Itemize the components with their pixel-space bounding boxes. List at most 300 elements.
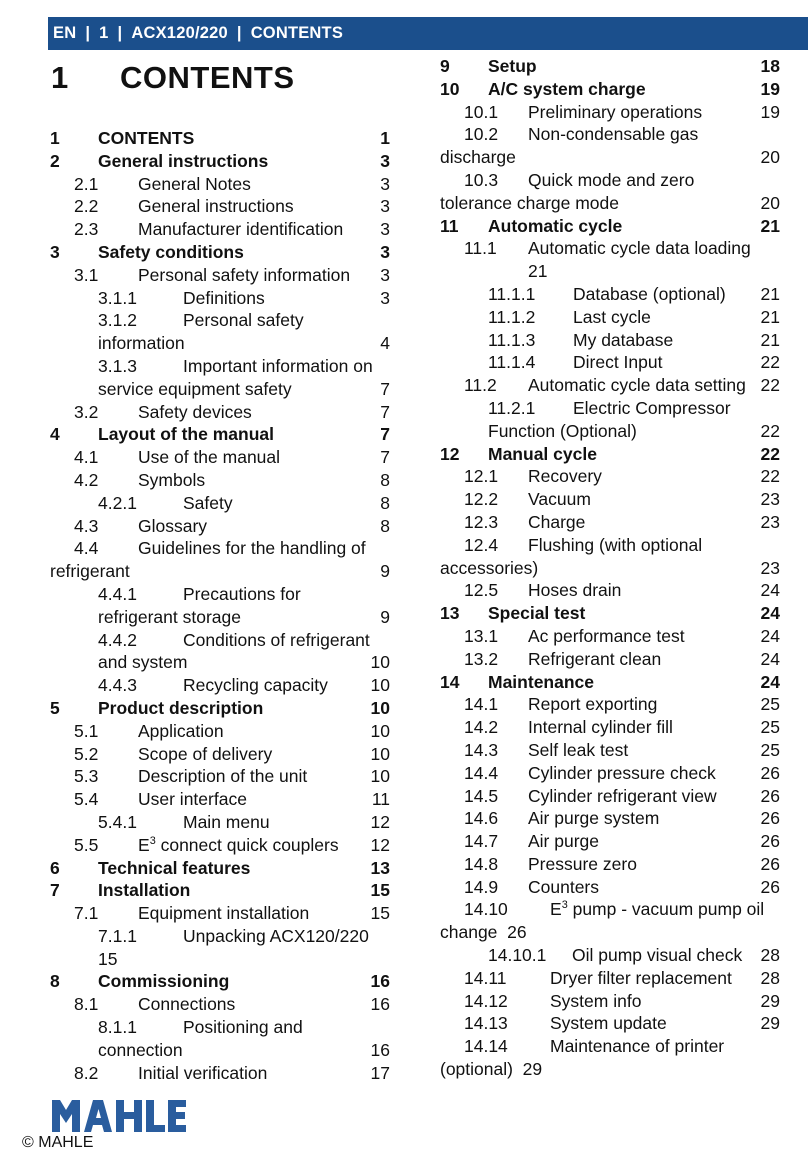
toc-entry-title: Air purge system bbox=[528, 808, 660, 829]
toc-entry[interactable] bbox=[50, 264, 390, 287]
toc-entry[interactable] bbox=[50, 127, 390, 150]
toc-entry-page: 25 bbox=[760, 739, 780, 760]
toc-entry-page: 26 bbox=[760, 831, 780, 852]
toc-entry-page: 10 bbox=[370, 743, 390, 764]
toc-entry-number: 13.1 bbox=[464, 625, 499, 646]
toc-entry-title: Manufacturer identification bbox=[138, 219, 344, 240]
toc-entry-title: Scope of delivery bbox=[138, 743, 273, 764]
toc-entry-number: 5.3 bbox=[74, 766, 99, 787]
toc-entry-continuation: tolerance charge mode bbox=[440, 192, 619, 213]
toc-entry-number: 9 bbox=[440, 56, 450, 76]
toc-entry[interactable] bbox=[50, 697, 390, 720]
toc-entry-title: Main menu bbox=[183, 811, 270, 832]
toc-entry-title: Conditions of refrigerant bbox=[183, 629, 370, 650]
toc-entry-number: 4.2 bbox=[74, 469, 99, 490]
header-lang: EN bbox=[53, 24, 77, 42]
toc-entry-page: 3 bbox=[380, 150, 390, 171]
toc-entry-number: 11.1.3 bbox=[488, 329, 536, 350]
toc-entry[interactable] bbox=[440, 762, 780, 785]
page-title-number: 1 bbox=[51, 60, 69, 95]
page-title bbox=[51, 60, 295, 96]
toc-entry[interactable] bbox=[440, 329, 780, 352]
toc-entry-page: 26 bbox=[760, 808, 780, 829]
toc-entry-title: Cylinder pressure check bbox=[528, 762, 716, 783]
toc-entry[interactable] bbox=[50, 469, 390, 492]
toc-entry-title: Application bbox=[138, 720, 224, 741]
toc-entry-title: Initial verification bbox=[138, 1062, 268, 1083]
toc-entry-page: 19 bbox=[760, 101, 780, 122]
toc-entry[interactable] bbox=[50, 355, 390, 401]
toc-entry-page: 16 bbox=[370, 971, 390, 992]
toc-entry[interactable] bbox=[50, 857, 390, 880]
toc-entry-continuation: accessories) bbox=[440, 557, 539, 578]
toc-entry-continuation: information bbox=[98, 333, 185, 354]
toc-entry-page: 12 bbox=[370, 834, 390, 855]
toc-entry-number: 8 bbox=[50, 971, 60, 992]
toc-entry-title: Internal cylinder fill bbox=[528, 717, 673, 738]
toc-entry-page: 7 bbox=[380, 378, 390, 399]
toc-entry[interactable] bbox=[440, 283, 780, 306]
toc-entry-number: 5.4.1 bbox=[98, 811, 137, 832]
toc-entry[interactable] bbox=[50, 811, 390, 834]
toc-entry-number: 8.2 bbox=[74, 1062, 99, 1083]
toc-entry-number: 4.4.3 bbox=[98, 675, 137, 696]
toc-entry-number: 10.3 bbox=[464, 169, 499, 190]
toc-entry[interactable] bbox=[440, 876, 780, 899]
toc-entry[interactable] bbox=[50, 1062, 390, 1085]
toc-entry-page: 24 bbox=[760, 580, 780, 601]
toc-entry-title: Connections bbox=[138, 994, 236, 1015]
running-header: EN | 1 | ACX120/220 | CONTENTS bbox=[48, 17, 808, 50]
toc-entry-page: 16 bbox=[370, 994, 390, 1015]
toc-entry-title: Counters bbox=[528, 876, 600, 897]
toc-entry[interactable] bbox=[440, 716, 780, 739]
toc-entry[interactable] bbox=[440, 215, 780, 238]
toc-entry-title-rest: pump - vacuum pump oil bbox=[567, 899, 765, 920]
toc-entry-number: 5.5 bbox=[74, 834, 99, 855]
header-model: ACX120/220 bbox=[131, 24, 228, 42]
toc-entry[interactable] bbox=[50, 743, 390, 766]
toc-entry-page: 20 bbox=[760, 147, 780, 168]
toc-entry-title: Non-condensable gas bbox=[528, 124, 699, 145]
toc-entry-title: Glossary bbox=[138, 515, 208, 536]
toc-entry-title: Air purge bbox=[528, 831, 600, 852]
toc-entry-number: 4.3 bbox=[74, 515, 99, 536]
toc-entry-page: 8 bbox=[380, 515, 390, 536]
toc-entry[interactable] bbox=[440, 1035, 780, 1081]
toc-entry[interactable] bbox=[440, 671, 780, 694]
toc-entry-page: 9 bbox=[380, 561, 390, 582]
toc-entry[interactable] bbox=[50, 309, 390, 355]
toc-entry-title-rest: connect quick couplers bbox=[155, 834, 339, 855]
toc-entry[interactable] bbox=[440, 374, 780, 397]
toc-entry[interactable] bbox=[50, 925, 390, 971]
toc-entry-title: Quick mode and zero bbox=[528, 169, 695, 190]
toc-entry[interactable] bbox=[440, 739, 780, 762]
toc-entry[interactable] bbox=[50, 993, 390, 1016]
toc-entry-title: System info bbox=[550, 990, 642, 1011]
header-chapter: 1 bbox=[99, 24, 109, 42]
toc-entry-number: 12 bbox=[440, 443, 460, 464]
toc-entry-title: Safety conditions bbox=[98, 241, 244, 262]
toc-entry-title: Personal safety bbox=[183, 310, 304, 331]
toc-entry-page: 9 bbox=[380, 606, 390, 627]
toc-entry[interactable] bbox=[50, 674, 390, 697]
toc-entry[interactable] bbox=[440, 55, 780, 78]
toc-entry-title: Recovery bbox=[528, 466, 602, 487]
toc-entry-number: 3.2 bbox=[74, 401, 99, 422]
toc-entry[interactable] bbox=[50, 492, 390, 515]
toc-entry-number: 14.11 bbox=[464, 967, 507, 988]
toc-entry-number: 8.1 bbox=[74, 994, 99, 1015]
toc-entry-page: 29 bbox=[760, 1013, 780, 1034]
toc-entry-number: 14.2 bbox=[464, 717, 499, 738]
toc-entry-title: Recycling capacity bbox=[183, 675, 328, 696]
toc-entry-number: 1 bbox=[50, 128, 60, 148]
toc-entry-number: 11.1.1 bbox=[488, 283, 536, 304]
toc-entry[interactable] bbox=[440, 237, 780, 283]
toc-entry-page: 10 bbox=[370, 675, 390, 696]
toc-entry[interactable] bbox=[440, 1012, 780, 1035]
toc-entry[interactable] bbox=[50, 287, 390, 310]
toc-entry-title: Layout of the manual bbox=[98, 424, 274, 445]
header-section: CONTENTS bbox=[250, 24, 344, 42]
toc-entry-title: Automatic cycle bbox=[488, 215, 623, 236]
toc-entry[interactable] bbox=[440, 534, 780, 580]
toc-entry-title: Guidelines for the handling of bbox=[138, 538, 366, 559]
toc-entry-number: 14 bbox=[440, 671, 460, 692]
toc-entry-number: 13 bbox=[440, 603, 460, 624]
superscript: 3 bbox=[149, 834, 156, 847]
toc-entry[interactable] bbox=[440, 990, 780, 1013]
toc-entry-title: Self leak test bbox=[528, 739, 629, 760]
toc-entry[interactable] bbox=[50, 629, 390, 675]
toc-entry-page: 1 bbox=[380, 128, 390, 148]
toc-entry[interactable] bbox=[440, 123, 780, 169]
toc-entry-title: Manual cycle bbox=[488, 443, 597, 464]
toc-entry-title: System update bbox=[550, 1013, 667, 1034]
toc-entry-title: Refrigerant clean bbox=[528, 648, 662, 669]
toc-entry-page: 20 bbox=[760, 192, 780, 213]
toc-entry[interactable] bbox=[50, 218, 390, 241]
toc-entry[interactable] bbox=[50, 879, 390, 902]
toc-entry[interactable] bbox=[50, 583, 390, 629]
toc-entry[interactable] bbox=[440, 443, 780, 466]
toc-entry-page: 17 bbox=[370, 1062, 390, 1083]
toc-entry-number: 7 bbox=[50, 880, 60, 901]
toc-entry-page: 21 bbox=[760, 283, 780, 304]
toc-entry-number: 3.1 bbox=[74, 264, 99, 285]
toc-entry-title: Pressure zero bbox=[528, 853, 637, 874]
toc-entry[interactable] bbox=[440, 169, 780, 215]
toc-entry-number: 11.1.2 bbox=[488, 306, 536, 327]
toc-entry-title: Symbols bbox=[138, 469, 206, 490]
toc-entry-number: 4.1 bbox=[74, 447, 99, 468]
toc-entry-page: 22 bbox=[760, 466, 780, 487]
toc-entry[interactable] bbox=[50, 765, 390, 788]
toc-entry-page: 10 bbox=[370, 652, 390, 673]
toc-entry[interactable] bbox=[50, 537, 390, 583]
toc-entry-page: 11 bbox=[371, 789, 390, 810]
toc-entry-title: Charge bbox=[528, 511, 586, 532]
toc-entry-title: E bbox=[550, 899, 562, 920]
toc-entry-page: 12 bbox=[370, 811, 390, 832]
toc-entry-title: Installation bbox=[98, 880, 191, 901]
toc-entry[interactable] bbox=[440, 397, 780, 443]
toc-entry-title: Setup bbox=[488, 56, 537, 76]
toc-entry-page: 19 bbox=[760, 78, 780, 99]
toc-entry-title: Technical features bbox=[98, 857, 251, 878]
toc-entry-page: 24 bbox=[760, 671, 780, 692]
toc-entry[interactable] bbox=[440, 306, 780, 329]
superscript: 3 bbox=[561, 899, 568, 912]
toc-entry-number: 14.12 bbox=[464, 990, 508, 1011]
toc-entry-page: 23 bbox=[760, 511, 780, 532]
toc-entry-number: 7.1 bbox=[74, 903, 99, 924]
toc-entry[interactable] bbox=[440, 853, 780, 876]
toc-entry[interactable] bbox=[440, 351, 780, 374]
toc-entry[interactable] bbox=[440, 465, 780, 488]
toc-entry[interactable] bbox=[440, 785, 780, 808]
toc-entry-continuation: and system bbox=[98, 652, 188, 673]
toc-entry-page: 22 bbox=[760, 352, 780, 373]
toc-entry-continuation: Function (Optional) bbox=[488, 420, 637, 441]
toc-entry[interactable] bbox=[50, 446, 390, 469]
toc-entry[interactable] bbox=[440, 78, 780, 101]
toc-entry-title: Automatic cycle data setting bbox=[528, 375, 746, 396]
toc-entry-number: 3.1.3 bbox=[98, 355, 137, 376]
toc-entry[interactable] bbox=[440, 898, 780, 944]
toc-entry[interactable] bbox=[440, 967, 780, 990]
toc-entry-number: 2.2 bbox=[74, 196, 99, 217]
toc-entry[interactable] bbox=[440, 648, 780, 671]
toc-entry-page: 21 bbox=[760, 329, 780, 350]
toc-entry-title: Report exporting bbox=[528, 694, 658, 715]
toc-entry-title: Safety devices bbox=[138, 401, 252, 422]
toc-column-left bbox=[50, 127, 390, 1084]
toc-entry-page: 26 bbox=[760, 762, 780, 783]
toc-entry-page: 16 bbox=[370, 1039, 390, 1060]
toc-entry-page: 28 bbox=[760, 967, 780, 988]
toc-entry[interactable] bbox=[50, 970, 390, 993]
toc-entry[interactable] bbox=[440, 579, 780, 602]
toc-entry-page: 18 bbox=[760, 56, 780, 76]
toc-entry-continuation: change 26 bbox=[440, 922, 527, 943]
toc-entry-number: 11.1.4 bbox=[488, 352, 536, 373]
toc-entry-page: 15 bbox=[370, 903, 390, 924]
toc-entry-title: Flushing (with optional bbox=[528, 534, 703, 555]
toc-entry-number: 12.1 bbox=[464, 466, 499, 487]
toc-entry-number: 12.4 bbox=[464, 534, 499, 555]
toc-entry-number: 12.5 bbox=[464, 580, 499, 601]
toc-entry-page: 24 bbox=[760, 625, 780, 646]
toc-entry-number: 14.3 bbox=[464, 739, 499, 760]
toc-entry-page: 3 bbox=[380, 241, 390, 262]
toc-entry-title: Safety bbox=[183, 492, 233, 513]
toc-entry-number: 4 bbox=[50, 424, 60, 445]
toc-entry[interactable] bbox=[50, 195, 390, 218]
toc-entry-page: 26 bbox=[760, 785, 780, 806]
toc-entry-title: Description of the unit bbox=[138, 766, 308, 787]
toc-entry-continuation: 15 bbox=[98, 948, 118, 969]
toc-entry-title: Precautions for bbox=[183, 583, 301, 604]
toc-entry-title: Unpacking ACX120/220 bbox=[183, 925, 369, 946]
toc-entry-page: 24 bbox=[760, 603, 780, 624]
toc-entry[interactable] bbox=[50, 788, 390, 811]
toc-entry[interactable] bbox=[440, 488, 780, 511]
toc-entry[interactable] bbox=[50, 150, 390, 173]
toc-entry-page: 3 bbox=[380, 173, 390, 194]
toc-entry-page: 15 bbox=[370, 880, 390, 901]
toc-entry[interactable] bbox=[440, 830, 780, 853]
toc-entry-number: 3.1.1 bbox=[98, 287, 137, 308]
toc-entry[interactable] bbox=[440, 693, 780, 716]
toc-entry-title: Commissioning bbox=[98, 971, 230, 992]
toc-entry-page: 7 bbox=[380, 401, 390, 422]
toc-entry-title: Product description bbox=[98, 697, 264, 718]
toc-entry-page: 10 bbox=[370, 720, 390, 741]
toc-entry-title: Electric Compressor bbox=[573, 397, 731, 418]
toc-entry-number: 12.3 bbox=[464, 511, 499, 532]
mahle-logo bbox=[52, 1100, 186, 1132]
toc-entry-number: 11.2 bbox=[464, 375, 497, 396]
toc-entry-title: General instructions bbox=[98, 150, 269, 171]
toc-entry-page: 3 bbox=[380, 287, 390, 308]
toc-entry[interactable] bbox=[50, 401, 390, 424]
toc-entry-continuation: (optional) 29 bbox=[440, 1059, 543, 1080]
toc-entry-number: 4.2.1 bbox=[98, 492, 137, 513]
toc-entry[interactable] bbox=[50, 720, 390, 743]
toc-entry-page: 7 bbox=[380, 424, 390, 445]
toc-entry[interactable] bbox=[50, 241, 390, 264]
toc-entry-title: Direct Input bbox=[573, 352, 663, 373]
toc-entry-title: Dryer filter replacement bbox=[550, 967, 732, 988]
toc-entry-continuation: connection bbox=[98, 1039, 183, 1060]
toc-entry-continuation: service equipment safety bbox=[98, 378, 292, 399]
toc-entry-title: Positioning and bbox=[183, 1017, 303, 1038]
toc-entry-title: User interface bbox=[138, 789, 247, 810]
toc-entry-title: Special test bbox=[488, 603, 586, 624]
toc-entry-title: Maintenance bbox=[488, 671, 594, 692]
toc-entry-page: 13 bbox=[370, 857, 390, 878]
toc-entry-number: 14.4 bbox=[464, 762, 499, 783]
toc-entry-number: 5.1 bbox=[74, 720, 99, 741]
toc-entry-number: 4.4 bbox=[74, 538, 99, 559]
toc-entry-title: Ac performance test bbox=[528, 625, 685, 646]
toc-entry-title: General instructions bbox=[138, 196, 294, 217]
toc-entry[interactable] bbox=[440, 807, 780, 830]
toc-entry-page: 28 bbox=[760, 945, 780, 966]
toc-entry[interactable] bbox=[440, 511, 780, 534]
toc-entry[interactable] bbox=[50, 423, 390, 446]
toc-entry-number: 2.3 bbox=[74, 219, 99, 240]
toc-entry-page: 3 bbox=[380, 219, 390, 240]
toc-entry-continuation: discharge bbox=[440, 147, 516, 168]
toc-entry-number: 11.1 bbox=[464, 238, 497, 259]
toc-entry-number: 6 bbox=[50, 857, 60, 878]
toc-entry-title: General Notes bbox=[138, 173, 251, 194]
toc-entry-title: Last cycle bbox=[573, 306, 651, 327]
copyright-notice: © MAHLE bbox=[22, 1134, 94, 1151]
toc-entry-number: 4.4.1 bbox=[98, 583, 137, 604]
toc-entry[interactable] bbox=[440, 944, 780, 967]
toc-entry-title: Database (optional) bbox=[573, 283, 726, 304]
toc-entry-page: 24 bbox=[760, 648, 780, 669]
toc-entry-page: 3 bbox=[380, 264, 390, 285]
toc-entry-title: Cylinder refrigerant view bbox=[528, 785, 717, 806]
toc-entry-number: 14.9 bbox=[464, 876, 499, 897]
toc-entry-page: 4 bbox=[380, 333, 390, 354]
toc-entry-continuation: 21 bbox=[528, 261, 548, 282]
toc-entry-page: 26 bbox=[760, 876, 780, 897]
toc-entry[interactable] bbox=[50, 834, 390, 857]
toc-entry[interactable] bbox=[50, 902, 390, 925]
toc-entry-title: My database bbox=[573, 329, 674, 350]
toc-entry-number: 14.5 bbox=[464, 785, 499, 806]
toc-column-right bbox=[440, 55, 780, 1081]
toc-entry[interactable] bbox=[50, 173, 390, 196]
toc-entry-number: 13.2 bbox=[464, 648, 499, 669]
toc-entry-number: 8.1.1 bbox=[98, 1017, 137, 1038]
toc-entry-number: 14.10.1 bbox=[488, 945, 547, 966]
toc-entry-number: 7.1.1 bbox=[98, 925, 137, 946]
toc-entry-number: 11.2.1 bbox=[488, 397, 536, 418]
toc-entry-number: 4.4.2 bbox=[98, 629, 137, 650]
toc-entry-page: 7 bbox=[380, 447, 390, 468]
toc-entry-number: 2 bbox=[50, 150, 60, 171]
toc-entry-page: 10 bbox=[370, 697, 390, 718]
toc-entry-title: Preliminary operations bbox=[528, 101, 703, 122]
toc-entry-page: 22 bbox=[760, 443, 780, 464]
toc-entry-title: Use of the manual bbox=[138, 447, 281, 468]
toc-entry-page: 23 bbox=[760, 489, 780, 510]
toc-entry-number: 14.13 bbox=[464, 1013, 508, 1034]
toc-entry[interactable] bbox=[440, 101, 780, 124]
toc-entry-title: Personal safety information bbox=[138, 264, 351, 285]
toc-entry-page: 25 bbox=[760, 717, 780, 738]
toc-entry-number: 3 bbox=[50, 241, 60, 262]
toc-entry-number: 14.8 bbox=[464, 853, 499, 874]
toc-entry-title: Automatic cycle data loading bbox=[528, 238, 751, 259]
toc-entry[interactable] bbox=[50, 1016, 390, 1062]
toc-entry-title: Definitions bbox=[183, 287, 265, 308]
toc-entry-number: 10.2 bbox=[464, 124, 499, 145]
toc-entry-number: 14.7 bbox=[464, 831, 499, 852]
toc-entry-title: Important information on bbox=[183, 355, 373, 376]
toc-entry-number: 2.1 bbox=[74, 173, 99, 194]
page-title-text: CONTENTS bbox=[120, 60, 295, 95]
toc-entry-number: 12.2 bbox=[464, 489, 499, 510]
toc-entry-title: Hoses drain bbox=[528, 580, 622, 601]
toc-entry-number: 14.6 bbox=[464, 808, 499, 829]
toc-entry-title: Oil pump visual check bbox=[572, 945, 743, 966]
toc-entry-page: 10 bbox=[370, 766, 390, 787]
toc-entry-page: 23 bbox=[760, 557, 780, 578]
toc-entry[interactable] bbox=[50, 515, 390, 538]
toc-entry-page: 26 bbox=[760, 853, 780, 874]
toc-entry[interactable] bbox=[440, 625, 780, 648]
toc-entry-number: 10.1 bbox=[464, 101, 499, 122]
toc-entry-number: 11 bbox=[440, 215, 459, 236]
toc-entry-page: 8 bbox=[380, 469, 390, 490]
toc-entry-title: A/C system charge bbox=[488, 78, 646, 99]
toc-entry-page: 3 bbox=[380, 196, 390, 217]
toc-entry-number: 10 bbox=[440, 78, 460, 99]
toc-entry[interactable] bbox=[440, 602, 780, 625]
toc-entry-page: 21 bbox=[760, 215, 780, 236]
toc-entry-continuation: refrigerant storage bbox=[98, 606, 241, 627]
toc-entry-title: CONTENTS bbox=[98, 128, 195, 148]
